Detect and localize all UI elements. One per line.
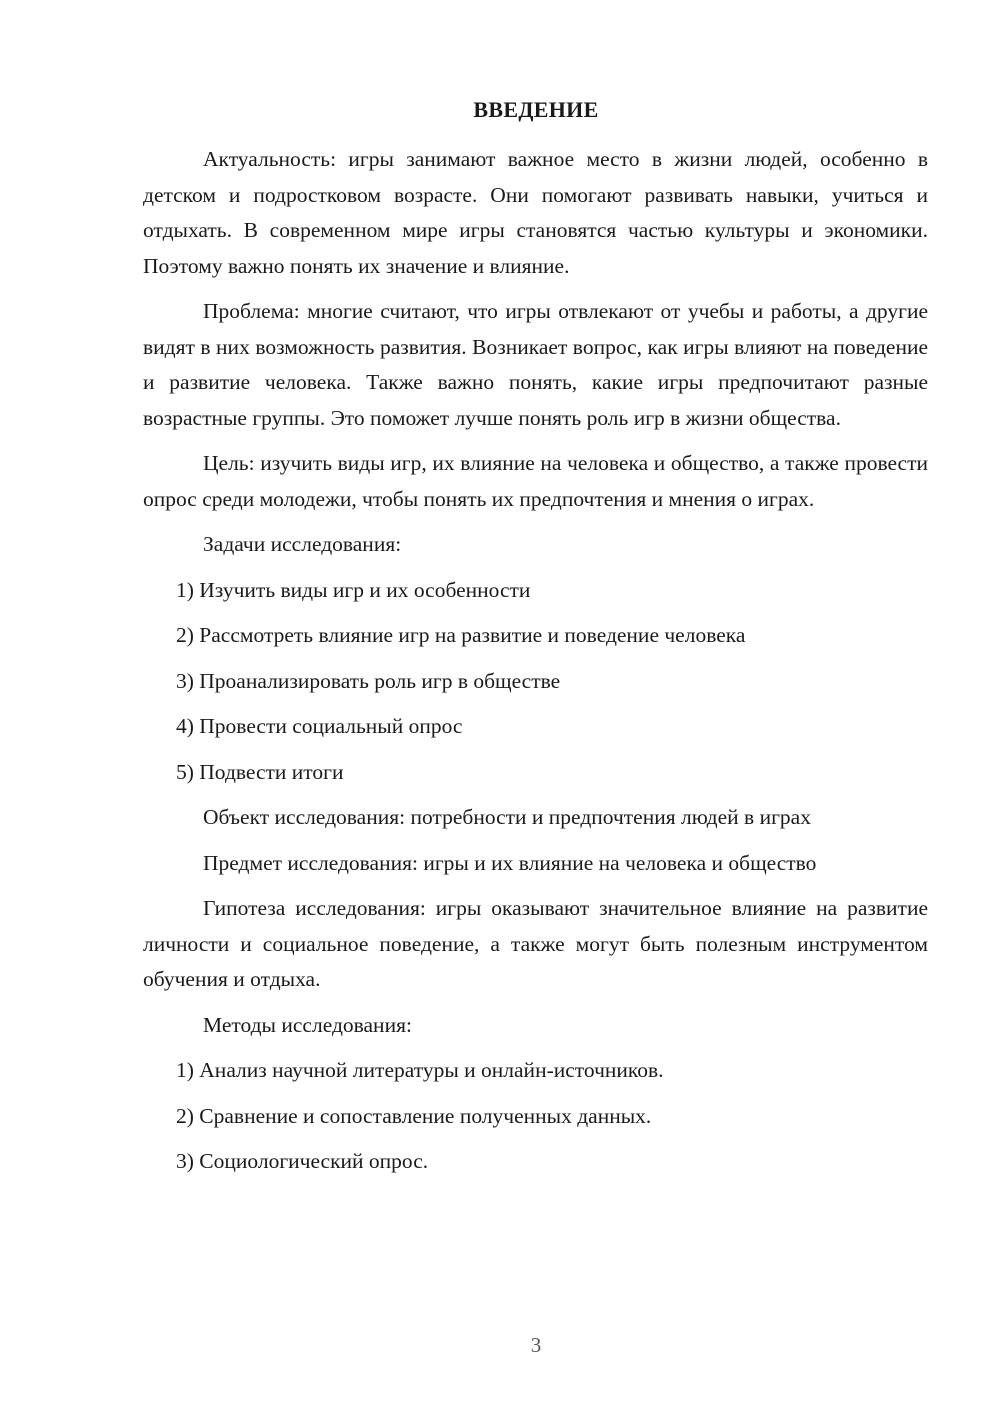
method-item: 1) Анализ научной литературы и онлайн-источников.	[176, 1058, 664, 1082]
tasks-heading: Задачи исследования:	[203, 532, 402, 556]
task-item: 4) Провести социальный опрос	[176, 714, 463, 738]
method-item: 2) Сравнение и сопоставление полученных данных.	[176, 1103, 652, 1128]
document-body	[143, 142, 928, 1190]
task-item: 1) Изучить виды игр и их особенности	[176, 577, 531, 602]
method-item: 3) Социологический опрос.	[176, 1149, 429, 1173]
task-item: 5) Подвести итоги	[176, 759, 344, 784]
hypothesis-paragraph: Гипотеза исследования: игры оказывают значительное влияние на развитие личности и социальное поведение, а также могут быть полезным инструментом обучения и отдыха.	[143, 896, 928, 991]
methods-heading: Методы исследования:	[203, 1012, 412, 1037]
section-title: ВВЕДЕНИЕ	[473, 97, 599, 122]
subject-paragraph: Предмет исследования: игры и их влияние на человека и общество	[203, 850, 817, 875]
task-item: 3) Проанализировать роль игр в обществе	[176, 668, 561, 693]
task-item: 2) Рассмотреть влияние игр на развитие и поведение человека	[176, 623, 746, 647]
page-number: 3	[530, 1333, 542, 1357]
relevance-paragraph: Актуальность: игры занимают важное место в жизни людей, особенно в детском и подростковом возрасте. Они помогают развивать навыки, учиться и отдыхать. В современном мире игры становятся частью культуры и экономики. Поэтому важно понять их значение и влияние.	[143, 147, 928, 278]
object-paragraph: Объект исследования: потребности и предпочтения людей в играх	[203, 805, 811, 829]
problem-paragraph: Проблема: многие считают, что игры отвлекают от учебы и работы, а другие видят в них возможность развития. Возникает вопрос, как игры влияют на поведение и развитие человека. Также важно понять, какие игры предпочитают разные возрастные группы. Это поможет лучше понять роль игр в жизни общества.	[143, 299, 928, 430]
goal-paragraph: Цель: изучить виды игр, их влияние на человека и общество, а также провести опрос среди молодежи, чтобы понять их предпочтения и мнения о играх.	[143, 451, 928, 511]
